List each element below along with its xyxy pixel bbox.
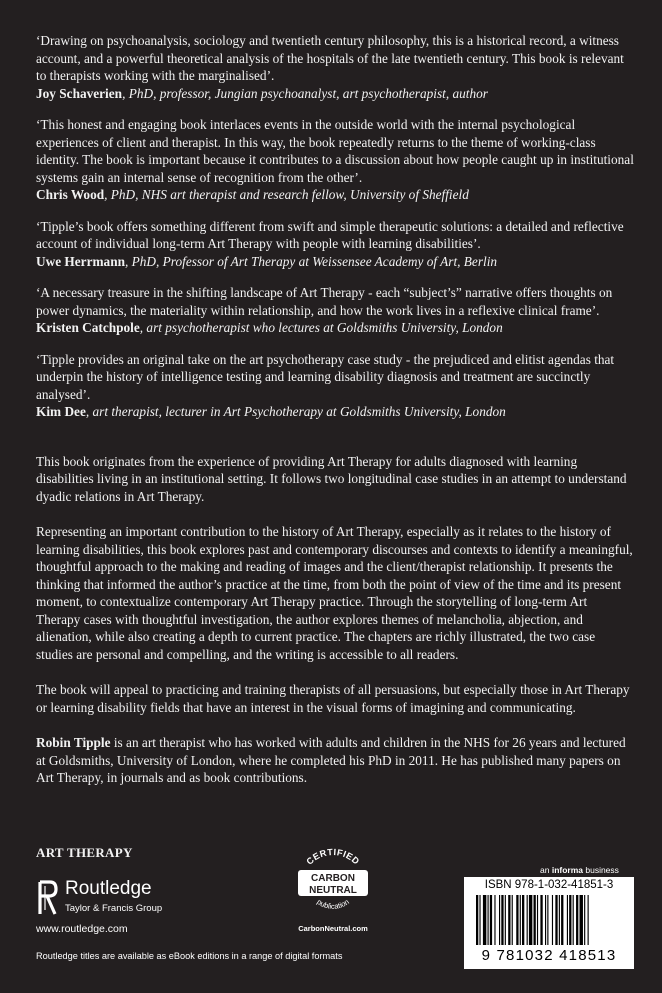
quote-attribution <box>36 319 634 337</box>
book-description <box>36 453 634 787</box>
barcode-bar <box>569 895 571 945</box>
barcode-bar <box>537 895 538 945</box>
barcode-bar <box>516 895 518 945</box>
publisher-logo <box>36 876 206 920</box>
informa-suffix: business <box>583 865 619 875</box>
barcode-bar <box>534 895 536 945</box>
barcode-bar <box>476 895 478 945</box>
barcode-digits: 9 781032 418513 <box>481 947 617 964</box>
publisher-url[interactable]: www.routledge.com <box>36 923 128 935</box>
publisher-name: Routledge <box>65 878 152 899</box>
quote-attribution <box>36 403 634 421</box>
endorsement <box>36 116 634 204</box>
endorsement <box>36 218 634 271</box>
endorser-role: , PhD, NHS art therapist and research fellow, University of Sheffield <box>104 187 469 202</box>
subject-category: ART THERAPY <box>36 845 133 860</box>
publisher-group: Taylor & Francis Group <box>65 903 163 914</box>
quote-text: ‘This honest and engaging book interlaces events in the outside world with the internal psychological experiences of client and therapist. In this way, the book repeatedly returns to the theme of working-class identity. The book is important because it contributes to a discussion about how people caught up in institutional systems gain an internal sense of recognition from the other’. <box>36 117 634 185</box>
quote-text: ‘Drawing on psychoanalysis, sociology and twentieth century philosophy, this is a historical record, a witness account, and a powerful theoretical analysis of the hospitals of the late twentieth century. This book is relevant to therapists working with the marginalised’. <box>36 33 624 83</box>
quote-text: ‘Tipple provides an original take on the art psychotherapy case study - the prejudiced and elitist agendas that underpin the history of intelligence testing and learning disability diagnosis and treatment are succinctly analysed’. <box>36 351 615 402</box>
barcode-bar <box>522 895 524 945</box>
endorsement <box>36 32 634 102</box>
barcode-bar <box>584 895 585 945</box>
barcode-bar <box>527 895 528 945</box>
barcode-bar <box>588 895 589 945</box>
barcode-bar <box>508 895 510 945</box>
barcode-bar <box>501 895 503 945</box>
endorser-role: , art psychotherapist who lectures at Goldsmiths University, London <box>139 320 503 335</box>
barcode-bar <box>552 895 553 945</box>
barcode-bar <box>488 895 489 945</box>
barcode-bar <box>490 895 492 945</box>
quote-attribution <box>36 186 634 204</box>
barcode-icon <box>474 895 624 949</box>
quote-text: ‘Tipple’s book offers something different from swift and simple therapeutic solutions: a detailed and reflective account of individual long-term Art Therapy with people with learning disabilities’. <box>36 218 624 251</box>
back-cover-text <box>36 32 634 805</box>
barcode-bar <box>505 895 506 945</box>
barcode-bar <box>529 895 532 945</box>
carbon-neutral-icon <box>290 842 376 922</box>
endorsements <box>36 32 634 421</box>
barcode-bar <box>559 895 560 945</box>
endorser-name: Uwe Herrmann <box>36 253 125 269</box>
barcode-bar <box>567 895 568 945</box>
quote-attribution <box>36 253 634 271</box>
barcode-bar <box>576 895 578 945</box>
carbon-neutral-badge <box>290 842 376 934</box>
barcode-bar <box>547 895 548 945</box>
informa-prefix: an <box>540 865 552 875</box>
endorser-name: Joy Schaverien <box>36 85 123 101</box>
endorser-name: Chris Wood <box>36 187 105 202</box>
barcode-bar <box>555 895 557 945</box>
routledge-icon <box>36 880 58 916</box>
endorser-name: Kristen Catchpole <box>36 320 140 335</box>
barcode-bar <box>479 895 480 945</box>
barcode-bar <box>580 895 583 945</box>
carbon-main-text: CARBON <box>311 873 355 884</box>
ebook-note: Routledge titles are available as eBook editions in a range of digital formats <box>36 951 343 961</box>
barcode-bar <box>573 895 574 945</box>
isbn-text: ISBN 978-1-032-41851-3 <box>484 879 614 891</box>
informa-brand: informa <box>551 865 583 875</box>
barcode-bar <box>540 895 542 945</box>
svg-text:CERTIFIED <box>304 847 361 867</box>
description-paragraph: Representing an important contribution to the history of Art Therapy, especially as it relates to the history of learning disabilities, this book explores past and contemporary discourses and contexts to identify a meaningful, thoughtful approach to the making and reading of images and the client/therapist relationship. It presents the thinking that informed the author’s practice at the time, from both the point of view of the time and its present moment, to contextualize contemporary Art Therapy practice. Through the storytelling of long-term Art Therapy cases with thoughtful investigation, the author explores themes of melancholia, abjection, and alienation, while also creating a depth to current practice. The chapters are richly illustrated, the two case studies are personal and compelling, and the writing is accessible to all readers. <box>36 524 633 662</box>
endorsement <box>36 284 634 337</box>
author-bio <box>36 734 634 787</box>
barcode-bar <box>483 895 486 945</box>
barcode-bar <box>520 895 521 945</box>
barcode-bar <box>561 895 563 945</box>
endorser-name: Kim Dee <box>36 404 86 419</box>
barcode-bar <box>545 895 546 945</box>
description-paragraph: This book originates from the experience of providing Art Therapy for adults diagnosed with learning disabilities living in an institutional setting. It follows two longitudinal case studies in an attempt to understand dyadic relations in Art Therapy. <box>36 453 627 504</box>
carbon-site: CarbonNeutral.com <box>298 924 368 933</box>
isbn-barcode <box>464 877 634 969</box>
carbon-bottom-text: publication <box>315 897 351 911</box>
description-paragraph: The book will appeal to practicing and training therapists of all persuasions, but especially those in Art Therapy or learning disability fields that have an interest in the visual forms of imagining and communicating. <box>36 682 630 715</box>
barcode-bar <box>499 895 500 945</box>
endorser-role: , PhD, professor, Jungian psychoanalyst, art psychotherapist, author <box>122 85 488 101</box>
endorser-role: , PhD, Professor of Art Therapy at Weissensee Academy of Art, Berlin <box>125 253 498 269</box>
carbon-top-text: CERTIFIED <box>304 846 362 867</box>
barcode-bar <box>494 895 495 945</box>
quote-attribution <box>36 85 634 103</box>
informa-tagline <box>540 865 619 875</box>
endorser-role: , art therapist, lecturer in Art Psychotherapy at Goldsmiths University, London <box>85 404 506 419</box>
svg-text:publication <box>315 897 351 911</box>
author-name: Robin Tipple <box>36 735 111 750</box>
barcode-bar <box>512 895 513 945</box>
endorsement <box>36 351 634 421</box>
quote-text: ‘A necessary treasure in the shifting landscape of Art Therapy - each “subject’s” narrative offers thoughts on power dynamics, the materiality within relationship, and how the work lives in a reflexive clinical frame’. <box>36 285 613 318</box>
carbon-main-text-2: NEUTRAL <box>309 885 357 896</box>
author-bio-text: is an art therapist who has worked with adults and children in the NHS for 26 years and lectured at Goldsmiths, University of London, where he completed his PhD in 2011. He has published many papers on Art Therapy, in journals and as book contributions. <box>36 735 626 785</box>
